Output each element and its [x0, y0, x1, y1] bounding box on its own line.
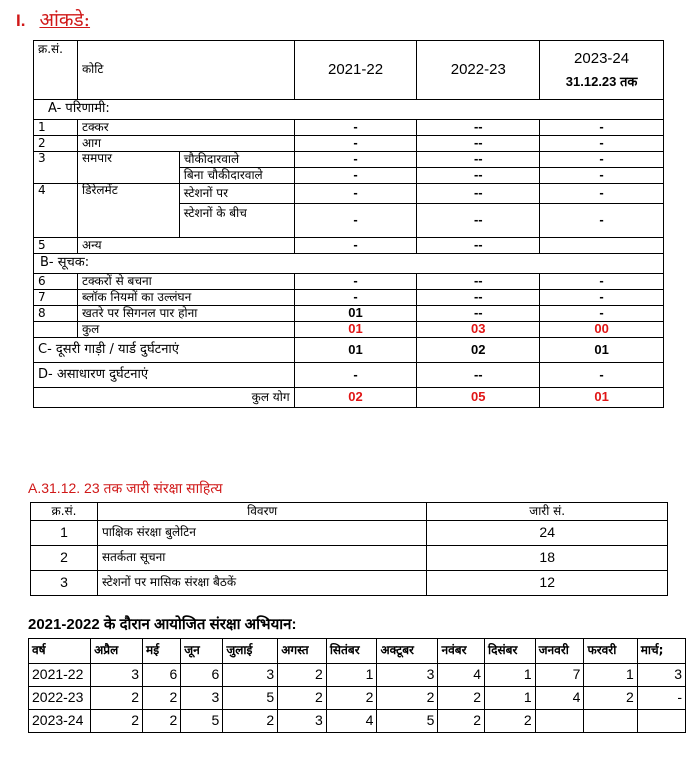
row-value: 2 [326, 687, 377, 710]
header-year-2: 2022-23 [417, 41, 540, 100]
group-c-label: C- दूसरी गाड़ी / यार्ड दुर्घटनाएं [34, 338, 295, 363]
row-sn: 3 [34, 152, 78, 184]
row-value: 2 [278, 687, 327, 710]
header-cell: जुलाई [223, 639, 278, 664]
row-value: - [540, 184, 664, 204]
total-value: 00 [540, 322, 664, 338]
group-b-row [34, 254, 664, 274]
header-year-3-sub: 31.12.23 तक [565, 74, 638, 90]
row-sn: 1 [34, 120, 78, 136]
row-value: -- [417, 152, 540, 168]
table-row [31, 521, 668, 546]
group-d-value: -- [417, 363, 540, 388]
row-value: 2 [143, 687, 181, 710]
header-count: जारी सं. [427, 503, 668, 521]
row-value: 3 [278, 710, 327, 733]
row-value: - [540, 290, 664, 306]
row-value: 6 [181, 664, 223, 687]
row-value: 2 [278, 664, 327, 687]
row-value: - [294, 238, 417, 254]
row-value: - [540, 306, 664, 322]
group-c-row [34, 338, 664, 363]
row-value: - [540, 120, 664, 136]
row-value: -- [417, 290, 540, 306]
group-a-row [34, 100, 664, 120]
row-value: 2 [584, 687, 637, 710]
row-value: -- [417, 238, 540, 254]
row-label: खतरे पर सिगनल पार होना [77, 306, 294, 322]
row-value: 2 [143, 710, 181, 733]
header-desc: विवरण [97, 503, 426, 521]
table-header-row [29, 639, 686, 664]
group-d-value: - [540, 363, 664, 388]
header-cell: अप्रैल [91, 639, 143, 664]
row-value: 2 [438, 687, 485, 710]
row-year: 2023-24 [29, 710, 91, 733]
row-value: 1 [485, 687, 536, 710]
row-value: - [540, 136, 664, 152]
table-row [31, 571, 668, 596]
row-value: 7 [535, 664, 584, 687]
group-c-value: 01 [540, 338, 664, 363]
row-value: 3 [637, 664, 685, 687]
row-desc: स्टेशनों पर मासिक संरक्षा बैठकें [97, 571, 426, 596]
row-value: -- [417, 184, 540, 204]
row-value: - [294, 274, 417, 290]
row-value: 6 [143, 664, 181, 687]
row-value: 2 [91, 687, 143, 710]
table-row [34, 120, 664, 136]
row-value: 2 [485, 710, 536, 733]
row-value: - [540, 152, 664, 168]
campaign-title: 2021-2022 के दौरान आयोजित संरक्षा अभियान: [28, 616, 297, 633]
row-sn: 5 [34, 238, 78, 254]
row-sn: 1 [31, 521, 98, 546]
row-sublabel: स्टेशनों के बीच [179, 204, 294, 238]
row-sn: 2 [34, 136, 78, 152]
header-cell: फरवरी [584, 639, 637, 664]
row-sublabel: स्टेशनों पर [179, 184, 294, 204]
row-sn: 2 [31, 546, 98, 571]
row-sublabel: बिना चौकीदारवाले [179, 168, 294, 184]
row-label: ब्लॉक नियमों का उल्लंघन [77, 290, 294, 306]
header-year-3 [540, 41, 664, 100]
table-row [29, 687, 686, 710]
row-value: - [540, 204, 664, 238]
row-value: -- [417, 306, 540, 322]
row-desc: पाक्षिक संरक्षा बुलेटिन [97, 521, 426, 546]
section-heading [16, 6, 90, 32]
table-row [34, 184, 664, 204]
row-value: 4 [326, 710, 377, 733]
row-value: - [294, 136, 417, 152]
total-value: 01 [294, 322, 417, 338]
row-value: 2 [223, 710, 278, 733]
header-cell: अक्टूबर [377, 639, 438, 664]
section-title: आंकडे: [39, 9, 91, 31]
header-sn: क्र.सं. [31, 503, 98, 521]
table-row [34, 290, 664, 306]
table-row [34, 152, 664, 168]
grand-total-value: 01 [540, 388, 664, 408]
row-sn: 3 [31, 571, 98, 596]
row-count: 18 [427, 546, 668, 571]
row-year: 2022-23 [29, 687, 91, 710]
row-value [535, 710, 584, 733]
row-value: -- [417, 136, 540, 152]
row-value: 2 [91, 710, 143, 733]
row-count: 12 [427, 571, 668, 596]
row-value: 1 [485, 664, 536, 687]
group-d-label: D- असाधारण दुर्घटनाएं [34, 363, 295, 388]
total-row [34, 322, 664, 338]
row-label: अन्य [77, 238, 294, 254]
row-desc: सतर्कता सूचना [97, 546, 426, 571]
row-value [584, 710, 637, 733]
section-number: I. [16, 11, 26, 30]
row-value: 2 [377, 687, 438, 710]
group-d-row [34, 363, 664, 388]
literature-title: A.31.12. 23 तक जारी संरक्षा साहित्य [28, 480, 223, 496]
row-value: 5 [223, 687, 278, 710]
total-label: कुल [77, 322, 294, 338]
header-year-1: 2021-22 [294, 41, 417, 100]
header-cell: नवंबर [438, 639, 485, 664]
header-year-3-label: 2023-24 [574, 49, 630, 67]
row-value: 4 [438, 664, 485, 687]
row-value: -- [417, 168, 540, 184]
table-row [34, 306, 664, 322]
row-value: - [294, 204, 417, 238]
table-header-row [34, 41, 664, 100]
row-count: 24 [427, 521, 668, 546]
header-cell: दिसंबर [485, 639, 536, 664]
row-value: 5 [377, 710, 438, 733]
table-header-row [31, 503, 668, 521]
row-value: - [294, 120, 417, 136]
row-sublabel: चौकीदारवाले [179, 152, 294, 168]
row-value: 5 [181, 710, 223, 733]
row-label: डिरेलमेंट [77, 184, 179, 238]
row-value: - [637, 687, 685, 710]
header-cell: जून [181, 639, 223, 664]
grand-total-value: 02 [294, 388, 417, 408]
statistics-table [33, 40, 664, 408]
grand-total-row [34, 388, 664, 408]
total-value: 03 [417, 322, 540, 338]
group-a-label: A- परिणामी: [34, 100, 664, 120]
row-value: 01 [294, 306, 417, 322]
row-label: आग [77, 136, 294, 152]
row-value: 3 [377, 664, 438, 687]
header-cell: मार्च; [637, 639, 685, 664]
row-value: - [294, 290, 417, 306]
row-value: 1 [326, 664, 377, 687]
row-value: 3 [181, 687, 223, 710]
row-value: - [540, 274, 664, 290]
row-value: -- [417, 204, 540, 238]
grand-total-value: 05 [417, 388, 540, 408]
row-value: - [294, 152, 417, 168]
grand-total-label: कुल योग [34, 388, 295, 408]
row-year: 2021-22 [29, 664, 91, 687]
header-cell: जनवरी [535, 639, 584, 664]
row-label: टक्करों से बचना [77, 274, 294, 290]
row-value [540, 238, 664, 254]
row-value: - [540, 168, 664, 184]
row-sn: 6 [34, 274, 78, 290]
row-value: -- [417, 120, 540, 136]
group-d-value: - [294, 363, 417, 388]
header-cell: मई [143, 639, 181, 664]
group-c-value: 01 [294, 338, 417, 363]
campaign-table [28, 638, 686, 733]
row-value: 1 [584, 664, 637, 687]
row-label: समपार [77, 152, 179, 184]
header-cell: वर्ष [29, 639, 91, 664]
row-label: टक्कर [77, 120, 294, 136]
table-row [29, 664, 686, 687]
row-value [637, 710, 685, 733]
header-sn: क्र.सं. [34, 41, 78, 100]
row-value: 2 [438, 710, 485, 733]
row-sn: 8 [34, 306, 78, 322]
literature-table [30, 502, 668, 596]
header-category: कोटि [77, 41, 294, 100]
header-cell: अगस्त [278, 639, 327, 664]
row-value: - [294, 168, 417, 184]
row-sn: 7 [34, 290, 78, 306]
table-row [34, 274, 664, 290]
table-row [31, 546, 668, 571]
row-value: 3 [223, 664, 278, 687]
group-b-label: B- सूचक: [34, 254, 664, 274]
row-value: -- [417, 274, 540, 290]
header-cell: सितंबर [326, 639, 377, 664]
table-row [29, 710, 686, 733]
table-row [34, 238, 664, 254]
row-sn: 4 [34, 184, 78, 238]
group-c-value: 02 [417, 338, 540, 363]
row-value: 4 [535, 687, 584, 710]
row-value: - [294, 184, 417, 204]
table-row [34, 136, 664, 152]
row-value: 3 [91, 664, 143, 687]
